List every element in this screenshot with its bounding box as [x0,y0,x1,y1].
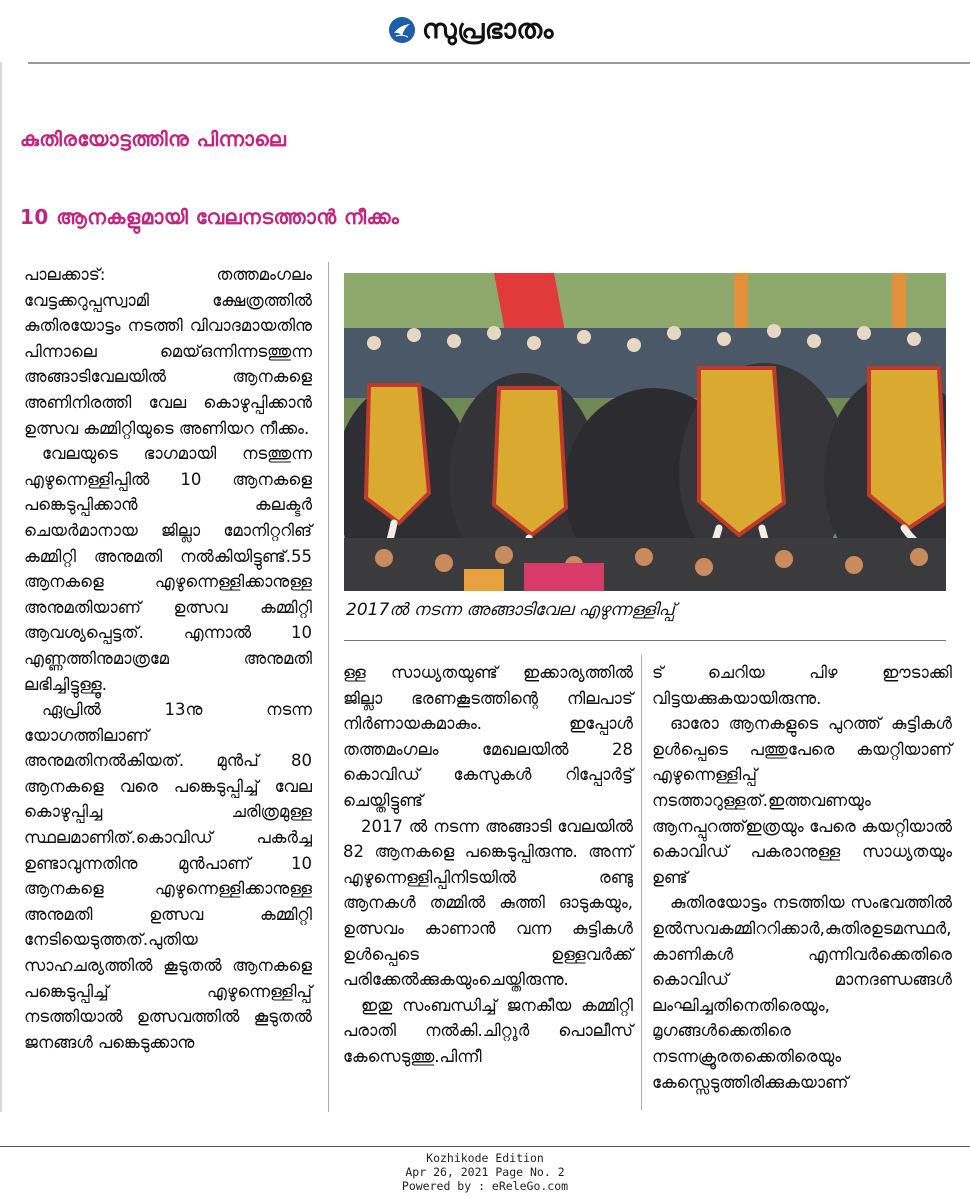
globe-bird-icon [388,16,416,44]
powered-by-link[interactable]: Powered by : eReleGo.com [401,1179,569,1193]
paragraph: ഏപ്രിൽ 13നു നടന്ന യോഗത്തിലാണ് അനുമതിനൽകിയത്. മുൻപ് 80 ആനകളെ വരെ പങ്കെടുപ്പിച്ച് വേല കൊഴുപ്പിച്ച ചരിത്രമുള്ള സ്ഥലമാണിത്.കൊവിഡ് പകർച്ച ഉണ്ടാവുന്നതിനു മുൻപാണ് 10 ആനകളെ എഴുന്നെള്ളിക്കാനുള്ള അനുമതി ഉത്സവ കമ്മിറ്റി നേടിയെടുത്തത്.പുതിയ സാഹചര്യത്തിൽ കൂടുതൽ ആനകളെ പങ്കെടുപ്പിച്ച് എഴുന്നെള്ളിപ്പ് നടത്തിയാൽ ഉത്സവത്തിൽ കൂടുതൽ ജനങ്ങൾ പങ്കെടുക്കാനു [24,700,312,1052]
paragraph: പാലക്കാട്: തത്തമംഗലം വേട്ടക്കറുപ്പസ്വാമി ക്ഷേത്രത്തിൽ കുതിരയോട്ടം നടത്തി വിവാദമായതിനു പിന്നാലെ മെയ്ഒന്നിന്നടത്തുന്ന അങ്ങാടിവേലയിൽ ആനകളെ അണിനിരത്തി വേല കൊഴുപ്പിക്കാൻ ഉത്സവ കമ്മിറ്റിയുടെ അണിയറ നീക്കം. [24,265,312,438]
headline [20,100,960,256]
edition-footer [0,1151,970,1193]
festival-photo-illustration [344,273,946,591]
column-divider [328,262,329,1112]
paragraph: വേലയുടെ ഭാഗമായി നടത്തുന്ന എഴുന്നെള്ളിപ്പിൽ 10 ആനകളെ പങ്കെടുപ്പിക്കാൻ കലക്ടർ ചെയർമാനായ ജില്ലാ മോനിറ്ററിങ് കമ്മിറ്റി അനുമതി നൽകിയിട്ടുണ്ട്.55 ആനകളെ എഴുന്നെള്ളിക്കാനുള്ള അനുമതിയാണ് ഉത്സവ കമ്മിറ്റി ആവശ്യപ്പെട്ടത്. എന്നാൽ 10 എണ്ണത്തിനുമാത്രമേ അനുമതി ലഭിച്ചിട്ടുള്ളൂ. [24,444,312,694]
paragraph: 2017 ൽ നടന്ന അങ്ങാടി വേലയിൽ 82 ആനകളെ പങ്കെടുപ്പിരുന്നു. അന്ന് എഴുന്നെള്ളിപ്പിനിടയിൽ രണ്ടു ആനകൾ തമ്മിൽ കുത്തി ഓടുകയും, ഉത്സവം കാണാൻ വന്ന കുട്ടികൾ ഉൾപ്പെടെ ഉള്ളവർക്ക് പരിക്കേൽക്കുകയുംചെയ്തിരുന്നു. [343,816,633,990]
edition-date-page: Apr 26, 2021 Page No. 2 [405,1165,565,1179]
newspaper-logo[interactable] [388,12,554,48]
elephant-festival-photo [344,273,946,591]
column-divider [641,655,642,1110]
footer-divider [0,1146,970,1147]
photo-caption: 2017ൽ നടന്ന അങ്ങാടിവേല എഴുന്നള്ളിപ്പ് [346,600,675,620]
article-column-2 [343,660,633,1070]
logo-text: സുപ്രഭാതം [422,14,554,45]
paragraph: ഓരോ ആനകളുടെ പുറത്ത് കുട്ടികൾ ഉൾപ്പെടെ പത്തുപേരെ കയറ്റിയാണ് എഴുന്നെള്ളിപ്പ് നടത്താറുള്ളത്.ഇത്തവണയും ആനപ്പുറത്ത്ഇത്രയും പേരെ കയറ്റിയാൽ കൊവിഡ് പകരാനുള്ള സാധ്യതയും ഉണ്ട് [652,714,952,887]
paragraph: ള്ള സാധ്യതയുണ്ട് ഇക്കാര്യത്തിൽ ജില്ലാ ഭരണകൂടത്തിന്റെ നിലപാട് നിർണായകമാകും. ഇപ്പോൾ തത്തമംഗലം മേഖലയിൽ 28 കൊവിഡ് കേസുകൾ റിപ്പോർട്ട് ചെയ്തിട്ടുണ്ട് [343,663,633,810]
edition-name: Kozhikode Edition [426,1151,544,1165]
paragraph: കുതിരയോട്ടം നടത്തിയ സംഭവത്തിൽ ഉൽസവകമ്മിററിക്കാർ,കുതിരഉടമസ്ഥർ, കാണികൾ എന്നിവർക്കെതിരെ കൊവിഡ് മാനദണ്ഡങ്ങൾ ലംഘിച്ചതിനെതിരെയും, മൃഗങ്ങൾക്കെതിരെ നടന്നക്രൂരതക്കെതിരെയും കേസ്സെടുത്തിരിക്കുകയാണ് [652,893,952,1092]
caption-divider [344,640,946,641]
article-column-1 [24,262,312,1055]
masthead-divider [28,62,970,64]
page-edge-rule [0,62,2,1112]
paragraph: ഇതു സംബന്ധിച്ച് ജനകീയ കമ്മിറ്റി പരാതി നൽകി.ചിറ്റൂർ പൊലീസ് കേസെടുത്തു.പിന്നീ [343,995,633,1066]
headline-line-1: കുതിരയോട്ടത്തിനു പിന്നാലെ [20,127,287,151]
paragraph: ട് ചെറിയ പിഴ ഈടാക്കി വിട്ടയക്കുകയായിരുന്നു. [652,663,952,708]
headline-line-2: 10 ആനകളുമായി വേലനടത്താൻ നീക്കം [20,205,400,229]
masthead [0,0,970,62]
article-column-3 [652,660,952,1095]
